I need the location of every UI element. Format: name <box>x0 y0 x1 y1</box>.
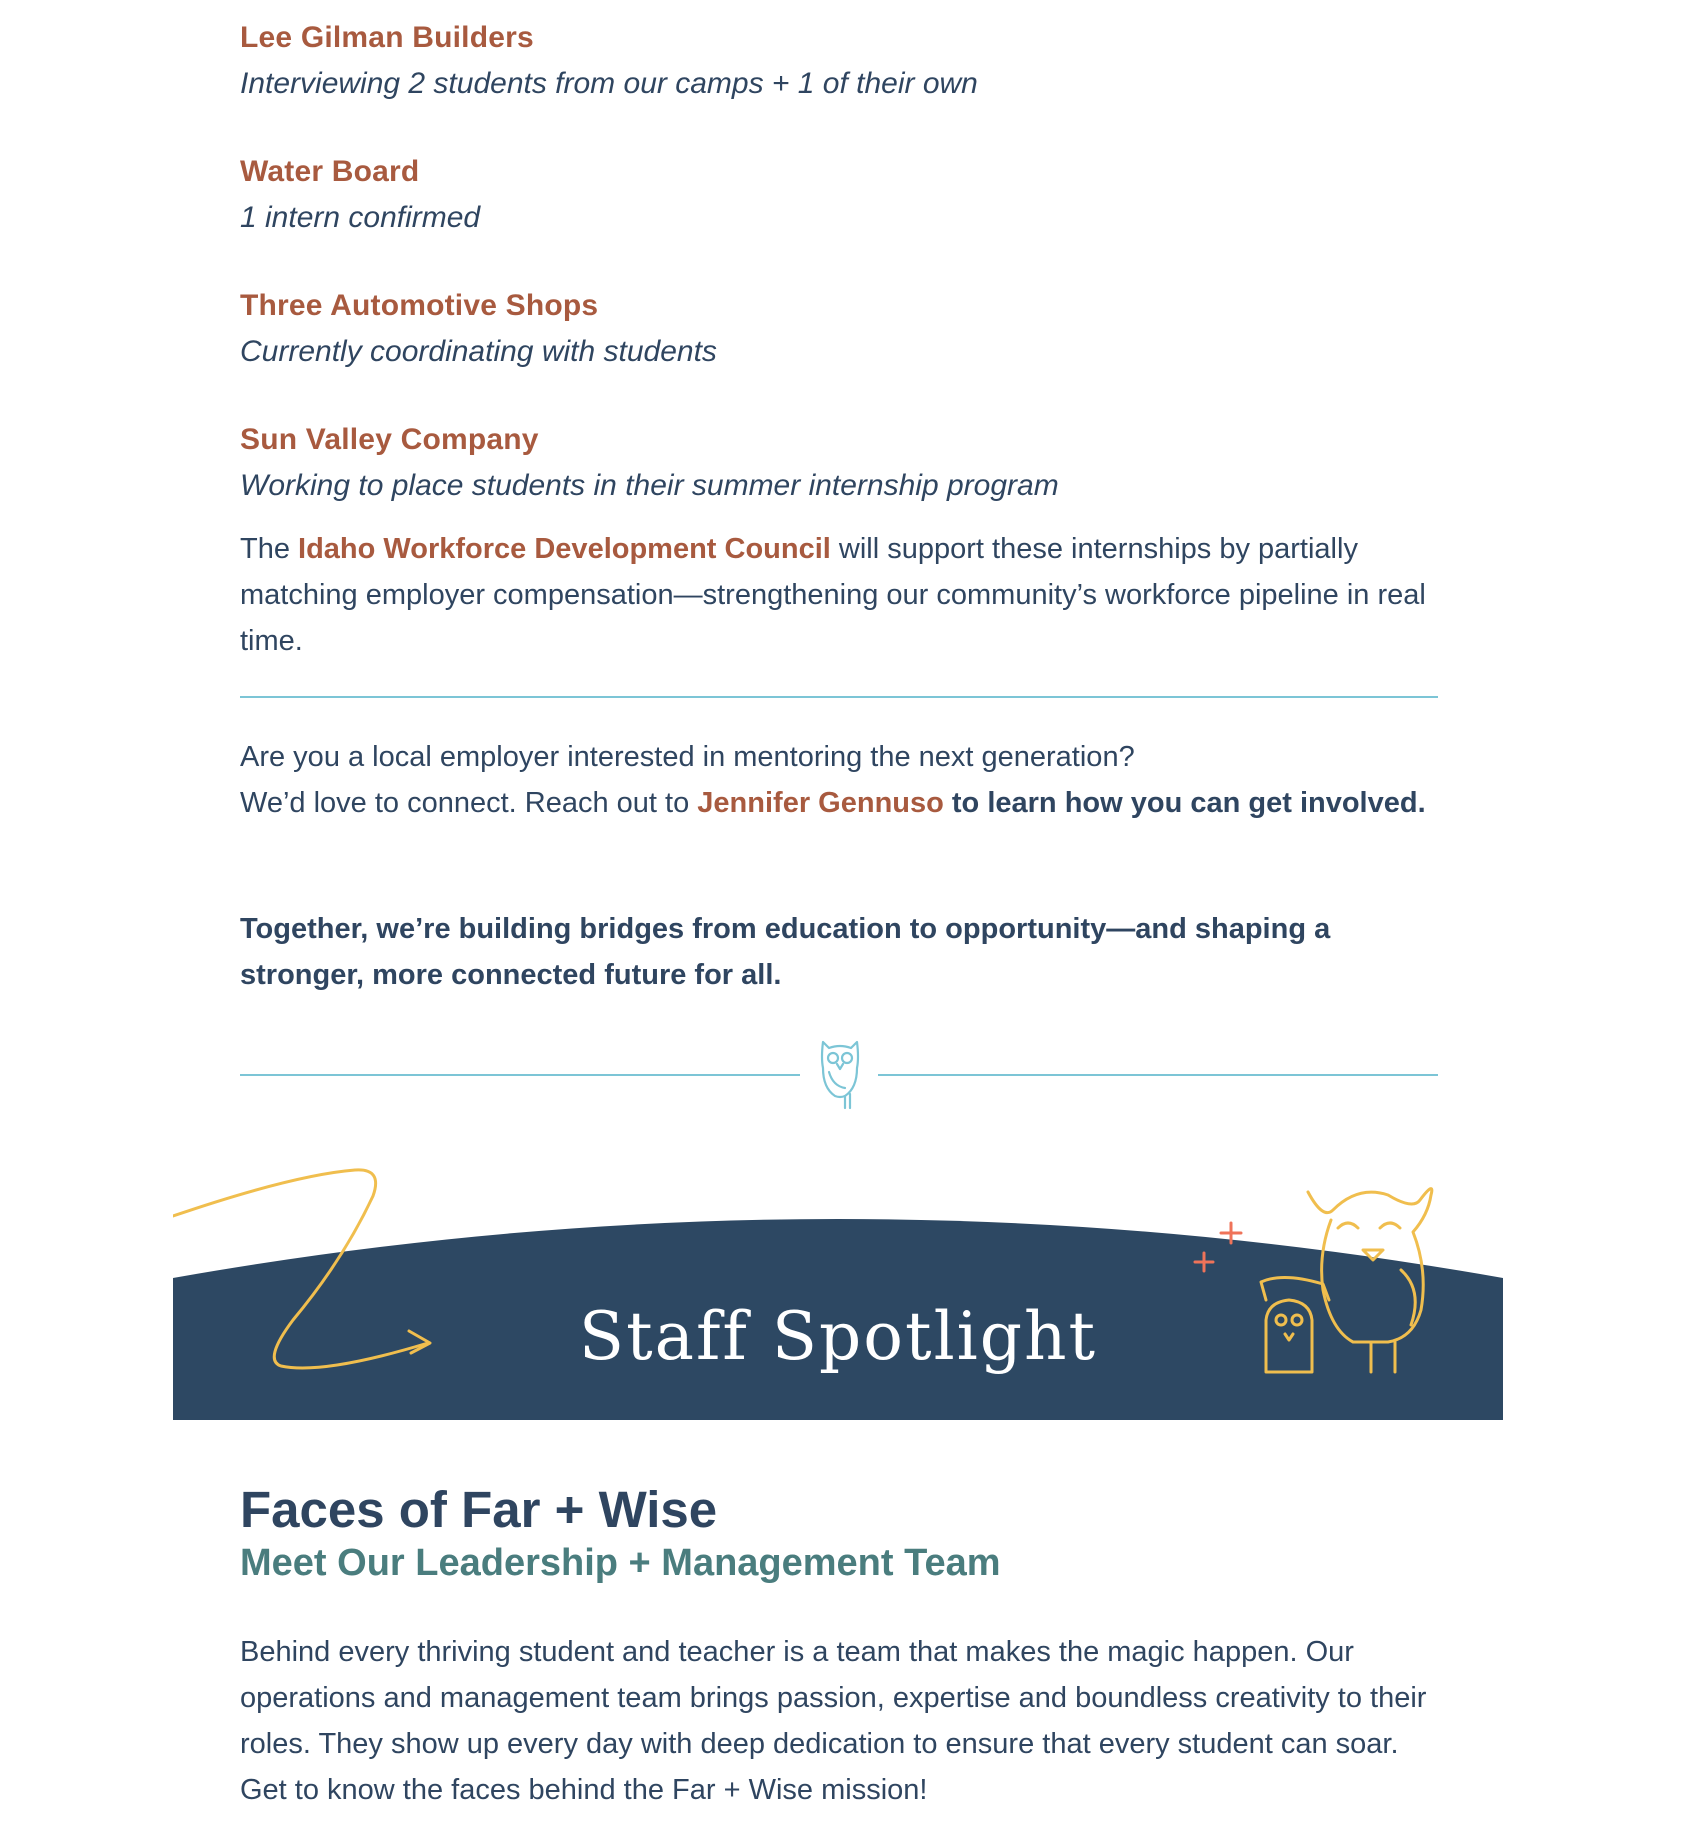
contact-link[interactable]: Jennifer Gennuso <box>697 787 944 819</box>
employer-cta <box>240 734 1438 826</box>
owl-divider-left-rule <box>240 1074 800 1076</box>
spotlight-section <box>240 1480 1438 1813</box>
owl-divider-right-rule <box>878 1074 1438 1076</box>
section-divider <box>240 696 1438 698</box>
partner-item <box>240 152 1438 238</box>
spotlight-subtitle: Meet Our Leadership + Management Team <box>240 1542 1001 1584</box>
staff-spotlight-banner <box>173 1160 1503 1420</box>
partner-note: Currently coordinating with students <box>240 335 717 368</box>
partner-item <box>240 286 1438 372</box>
owl-icon <box>815 1038 865 1110</box>
employer-cta-prefix: We’d love to connect. Reach out to <box>240 787 698 819</box>
banner-title: Staff Spotlight <box>578 1298 1098 1375</box>
banner-graphic <box>173 1160 1503 1420</box>
partner-note: 1 intern confirmed <box>240 201 481 234</box>
employer-cta-suffix: to learn how you can get involved. <box>943 787 1426 819</box>
employer-cta-line2 <box>240 780 1438 826</box>
partner-name: Water Board <box>240 155 420 188</box>
council-name-link[interactable]: Idaho Workforce Development Council <box>298 533 831 565</box>
partner-note: Interviewing 2 students from our camps + 1 of their own <box>240 67 978 100</box>
partner-item <box>240 420 1438 506</box>
partner-name: Sun Valley Company <box>240 423 539 456</box>
partner-name: Three Automotive Shops <box>240 289 599 322</box>
council-suffix: will support these internships by partially matching employer compensation—strengthening our community’s workforce pipeline in real time. <box>240 533 1426 657</box>
council-prefix: The <box>240 533 299 565</box>
closing-statement: Together, we’re building bridges from education to opportunity—and shaping a stronger, more connected future for all. <box>240 913 1331 991</box>
partner-note: Working to place students in their summer internship program <box>240 469 1059 502</box>
employer-cta-line1: Are you a local employer interested in mentoring the next generation? <box>240 741 1135 773</box>
council-paragraph <box>240 526 1438 664</box>
partner-name: Lee Gilman Builders <box>240 21 534 54</box>
partner-item <box>240 18 1438 104</box>
spotlight-title: Faces of Far + Wise <box>240 1481 718 1538</box>
partner-list <box>240 18 1438 506</box>
spotlight-body: Behind every thriving student and teacher is a team that makes the magic happen. Our operations and management team brings passion, expertise and boundless creativity to their roles. They show up every day with deep dedication to ensure that every student can soar. Get to know the faces behind the Far + Wise mission! <box>240 1636 1427 1806</box>
